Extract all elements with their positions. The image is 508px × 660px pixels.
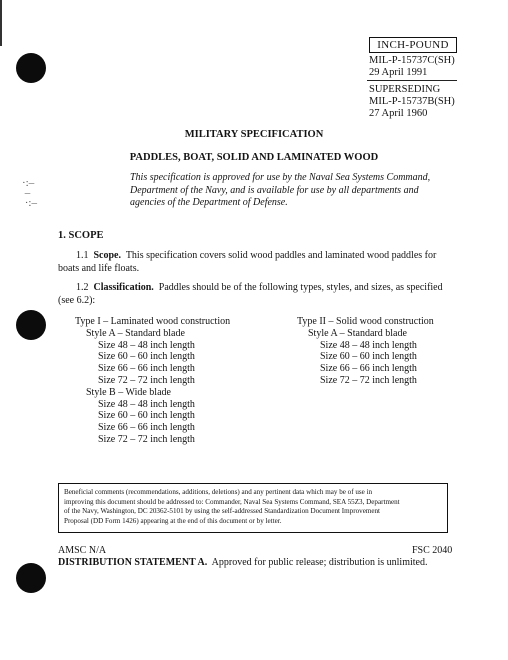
distribution-text: Approved for public release; distribution is unlimited. [211, 557, 428, 568]
type-1-label: Type I – Laminated wood construction [75, 316, 231, 327]
paragraph-text: (see 6.2): [58, 294, 96, 306]
type-1-list [75, 316, 230, 446]
paragraph-text: This specification covers solid wood paddles and laminated wood paddles for [125, 250, 437, 261]
inch-pound-box: INCH-POUND [369, 37, 457, 53]
distribution-statement [58, 557, 427, 569]
header-divider [367, 80, 457, 81]
paragraph-number: 1.1 [76, 250, 89, 261]
specification-kind: MILITARY SPECIFICATION [184, 129, 324, 140]
paragraph-lead: Scope. [93, 250, 121, 261]
size-item: Size 72 – 72 inch length [320, 374, 417, 386]
size-item: Size 48 – 48 inch length [98, 398, 195, 410]
paragraph-1-1 [58, 250, 458, 275]
size-item: Size 66 – 66 inch length [98, 363, 195, 375]
notice-line: Proposal (DD Form 1426) appearing at the end of this document or by letter. [64, 516, 282, 525]
size-item: Size 66 – 66 inch length [320, 363, 417, 375]
document-number: MIL-P-15737C(SH) [369, 55, 455, 66]
punch-hole-bottom [16, 563, 46, 593]
section-heading-scope: 1. SCOPE [58, 230, 104, 241]
paragraph-text: Paddles should be of the following types, styles, and sizes, as specified [158, 282, 443, 293]
size-item: Size 48 – 48 inch length [98, 339, 195, 351]
superseded-document-date: 27 April 1960 [369, 108, 428, 119]
amsc-code: AMSC N/A [58, 545, 107, 556]
size-item: Size 72 – 72 inch length [98, 433, 195, 445]
notice-line: of the Navy, Washington, DC 20362-5101 by using the self-addressed Standardization Document Improvement [64, 507, 381, 516]
size-item: Size 60 – 60 inch length [98, 410, 195, 422]
punch-hole-top [16, 53, 46, 83]
scan-edge-line [0, 0, 2, 46]
size-item: Size 72 – 72 inch length [98, 374, 195, 386]
specification-title: PADDLES, BOAT, SOLID AND LAMINATED WOOD [129, 152, 379, 163]
superseding-label: SUPERSEDING [369, 84, 441, 95]
beneficial-comments-box [58, 483, 448, 533]
paragraph-text: boats and life floats. [58, 262, 140, 274]
paragraph-number: 1.2 [76, 282, 89, 293]
document-date: 29 April 1991 [369, 67, 428, 78]
notice-line: improving this document should be addressed to: Commander, Naval Sea Systems Command, SEA 55Z3, Department [64, 497, 400, 506]
approval-line: Department of the Navy, and is available for use by all departments and [130, 184, 419, 196]
type-2-label: Type II – Solid wood construction [297, 316, 434, 327]
paragraph-1-2 [58, 282, 458, 307]
style-b-label: Style B – Wide blade [86, 386, 171, 398]
superseded-document-number: MIL-P-15737B(SH) [369, 96, 455, 107]
distribution-label: DISTRIBUTION STATEMENT A. [58, 557, 208, 568]
style-a-label: Style A – Standard blade [86, 327, 185, 339]
size-item: Size 66 – 66 inch length [98, 422, 195, 434]
approval-line: This specification is approved for use by the Naval Sea Systems Command, [130, 172, 431, 183]
paragraph-lead: Classification. [93, 282, 154, 293]
size-item: Size 60 – 60 inch length [98, 351, 195, 363]
scan-speck-mark: ·:– – ·:– [22, 177, 37, 209]
type-2-list [297, 316, 434, 387]
size-item: Size 60 – 60 inch length [320, 351, 417, 363]
punch-hole-middle [16, 310, 46, 340]
notice-line: Beneficial comments (recommendations, additions, deletions) and any pertinent data which may be of use in [64, 488, 373, 496]
approval-line: agencies of the Department of Defense. [130, 197, 288, 208]
style-a-label: Style A – Standard blade [308, 327, 407, 339]
size-item: Size 48 – 48 inch length [320, 339, 417, 351]
fsc-code: FSC 2040 [412, 545, 453, 556]
approval-statement [130, 172, 430, 210]
